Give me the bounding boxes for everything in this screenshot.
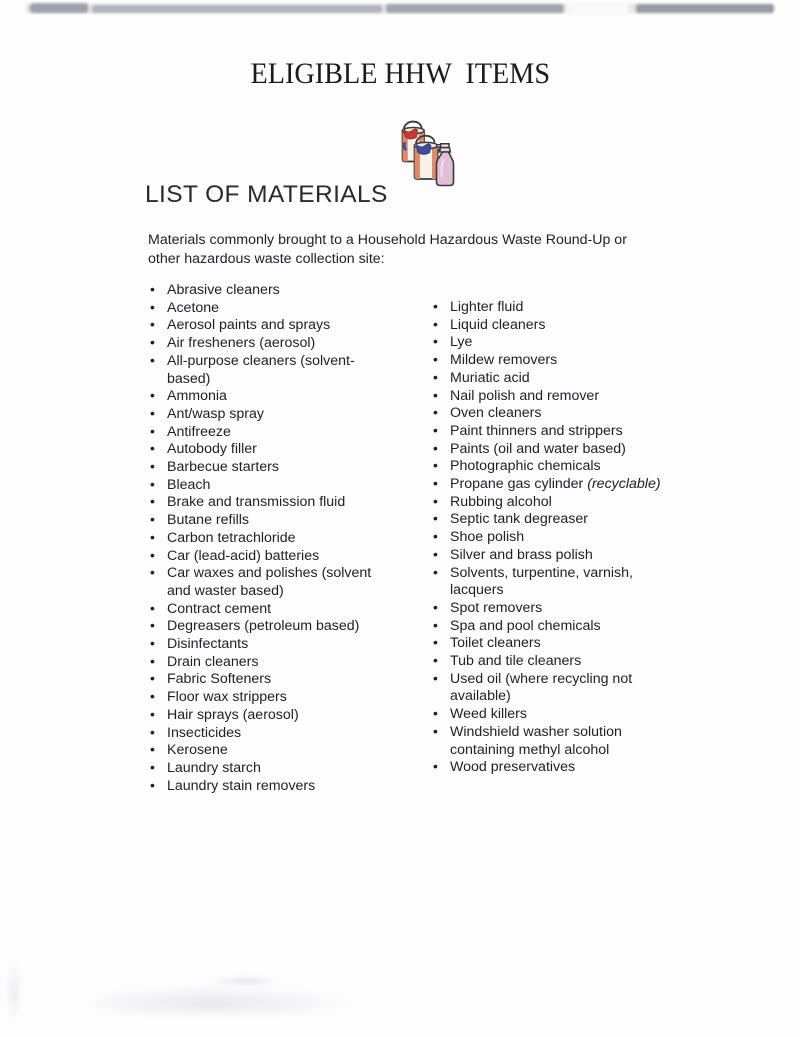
list-item: • Barbecue starters xyxy=(148,459,420,477)
list-item: • Rubbing alcohol xyxy=(431,494,721,512)
list-item: • Septic tank degreaser xyxy=(431,511,721,529)
list-item: • All-purpose cleaners (solvent- based) xyxy=(148,353,420,388)
list-item: • Fabric Softeners xyxy=(148,671,420,689)
list-item: • Ant/wasp spray xyxy=(148,406,420,424)
list-item: • Aerosol paints and sprays xyxy=(148,317,420,335)
materials-list-right xyxy=(431,299,721,777)
list-item: • Antifreeze xyxy=(148,424,420,442)
scan-artifact-top xyxy=(26,4,774,13)
list-item: • Spa and pool chemicals xyxy=(431,618,721,636)
list-item: • Mildew removers xyxy=(431,352,721,370)
list-item: • Wood preservatives xyxy=(431,759,721,777)
italic-note: (recyclable) xyxy=(587,476,661,493)
list-item: • Degreasers (petroleum based) xyxy=(148,618,420,636)
list-item: • Contract cement xyxy=(148,601,420,619)
list-item: • Liquid cleaners xyxy=(431,317,721,335)
paint-cans-and-spray-bottle-illustration xyxy=(391,116,463,192)
list-item: • Insecticides xyxy=(148,725,420,743)
list-item: • Windshield washer solution containing methyl alcohol xyxy=(431,724,721,759)
scan-artifact-top-segment xyxy=(30,3,88,13)
scan-artifact-bottom xyxy=(95,985,355,1015)
list-item: • Car (lead-acid) batteries xyxy=(148,548,420,566)
list-item: • Acetone xyxy=(148,300,420,318)
list-item: • Ammonia xyxy=(148,388,420,406)
list-item: • Floor wax strippers xyxy=(148,689,420,707)
list-item: • Autobody filler xyxy=(148,441,420,459)
list-item: • Brake and transmission fluid xyxy=(148,494,420,512)
list-item: • Photographic chemicals xyxy=(431,458,721,476)
list-item: • Muriatic acid xyxy=(431,370,721,388)
list-item: • Car waxes and polishes (solvent and waster based) xyxy=(148,565,420,600)
list-item: • Carbon tetrachloride xyxy=(148,530,420,548)
list-item: • Weed killers xyxy=(431,706,721,724)
list-item: • Butane refills xyxy=(148,512,420,530)
list-item: • Toilet cleaners xyxy=(431,635,721,653)
list-item: • Propane gas cylinder (recyclable) xyxy=(431,476,721,494)
materials-list-left xyxy=(148,282,420,795)
list-item: • Nail polish and remover xyxy=(431,388,721,406)
list-item: • Solvents, turpentine, varnish, lacquers xyxy=(431,565,721,600)
list-item: • Lighter fluid xyxy=(431,299,721,317)
list-item: • Paints (oil and water based) xyxy=(431,441,721,459)
scan-artifact-top-segment xyxy=(386,4,564,13)
list-item: • Laundry stain removers xyxy=(148,778,420,796)
scan-artifact-top-gap xyxy=(566,2,630,15)
scan-artifact-top-segment xyxy=(92,5,382,13)
list-item: • Paint thinners and strippers xyxy=(431,423,721,441)
list-item: • Tub and tile cleaners xyxy=(431,653,721,671)
list-item: • Drain cleaners xyxy=(148,654,420,672)
list-item: • Air fresheners (aerosol) xyxy=(148,335,420,353)
list-item: • Kerosene xyxy=(148,742,420,760)
section-heading: LIST OF MATERIALS xyxy=(145,181,388,208)
list-item: • Hair sprays (aerosol) xyxy=(148,707,420,725)
list-item: • Bleach xyxy=(148,477,420,495)
list-item: • Laundry starch xyxy=(148,760,420,778)
list-item: • Disinfectants xyxy=(148,636,420,654)
list-item: • Silver and brass polish xyxy=(431,547,721,565)
list-item: • Lye xyxy=(431,334,721,352)
scan-artifact-bottom xyxy=(210,976,280,986)
scan-artifact-top-segment xyxy=(636,4,774,13)
spray-bottle-icon xyxy=(437,144,454,186)
list-item: • Abrasive cleaners xyxy=(148,282,420,300)
list-item: • Shoe polish xyxy=(431,529,721,547)
document-title: ELIGIBLE HHW ITEMS xyxy=(250,57,550,90)
list-item: • Oven cleaners xyxy=(431,405,721,423)
intro-paragraph: Materials commonly brought to a Household Hazardous Waste Round-Up or other hazardous waste collection site: xyxy=(148,232,627,267)
list-item: • Used oil (where recycling not available) xyxy=(431,671,721,706)
list-item: • Spot removers xyxy=(431,600,721,618)
scan-artifact-bottom xyxy=(6,962,22,1020)
